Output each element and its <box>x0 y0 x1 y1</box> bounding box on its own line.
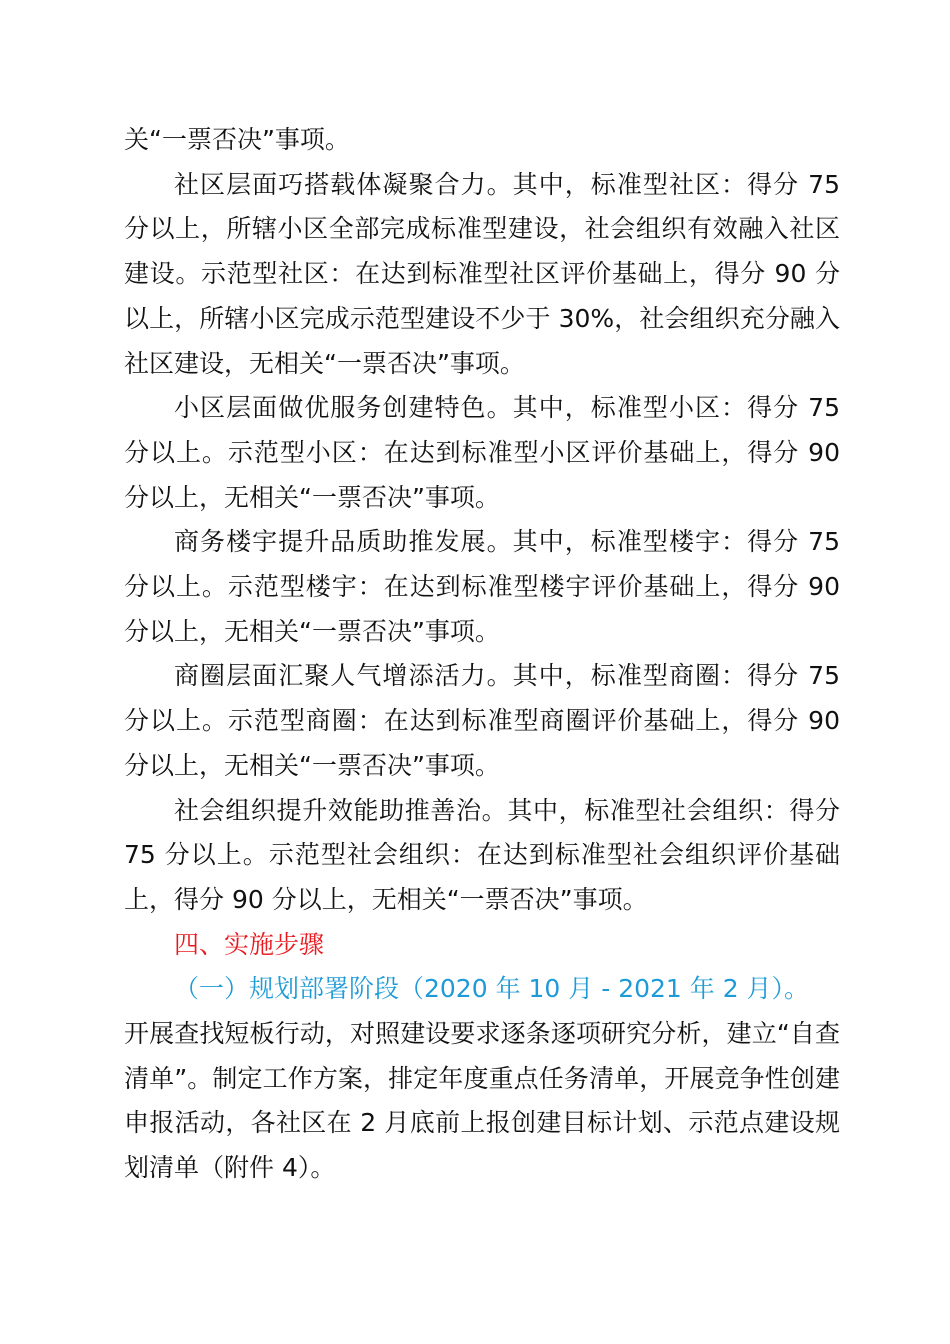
paragraph-commercial-building: 商务楼宇提升品质助推发展。其中，标准型楼宇：得分 75 分以上。示范型楼宇：在达到标准型楼宇评价基础上，得分 90 分以上，无相关“一票否决”事项。 <box>124 527 840 646</box>
subsection-heading-planning: （一）规划部署阶段（2020 年 10 月 - 2021 年 2 月）。 <box>174 974 810 1004</box>
paragraph-business-district: 商圈层面汇聚人气增添活力。其中，标准型商圈：得分 75 分以上。示范型商圈：在达到标准型商圈评价基础上，得分 90 分以上，无相关“一票否决”事项。 <box>124 661 840 780</box>
paragraph-social-organization: 社会组织提升效能助推善治。其中，标准型社会组织：得分 75 分以上。示范型社会组织：在达到标准型社会组织评价基础上，得分 90 分以上，无相关“一票否决”事项。 <box>124 795 840 914</box>
paragraph-community-level: 社区层面巧搭载体凝聚合力。其中，标准型社区：得分 75 分以上，所辖小区全部完成标准型建设，社会组织有效融入社区建设。示范型社区：在达到标准型社区评价基础上，得分 90 分以上，所辖小区完成示范型建设不少于 30%，社会组织充分融入社区建设，无相关“一票否决”事项。 <box>124 169 840 378</box>
section-heading-implementation: 四、实施步骤 <box>174 929 325 959</box>
paragraph-planning-stage: 开展查找短板行动，对照建设要求逐条逐项研究分析，建立“自查清单”。制定工作方案，排定年度重点任务清单，开展竞争性创建申报活动，各社区在 2 月底前上报创建目标计划、示范点建设规划清单（附件 4）。 <box>124 1019 840 1183</box>
document-body <box>124 118 840 1191</box>
paragraph-residential-level: 小区层面做优服务创建特色。其中，标准型小区：得分 75 分以上。示范型小区：在达到标准型小区评价基础上，得分 90 分以上，无相关“一票否决”事项。 <box>124 393 840 512</box>
paragraph-continuation: 关“一票否决”事项。 <box>124 125 350 154</box>
